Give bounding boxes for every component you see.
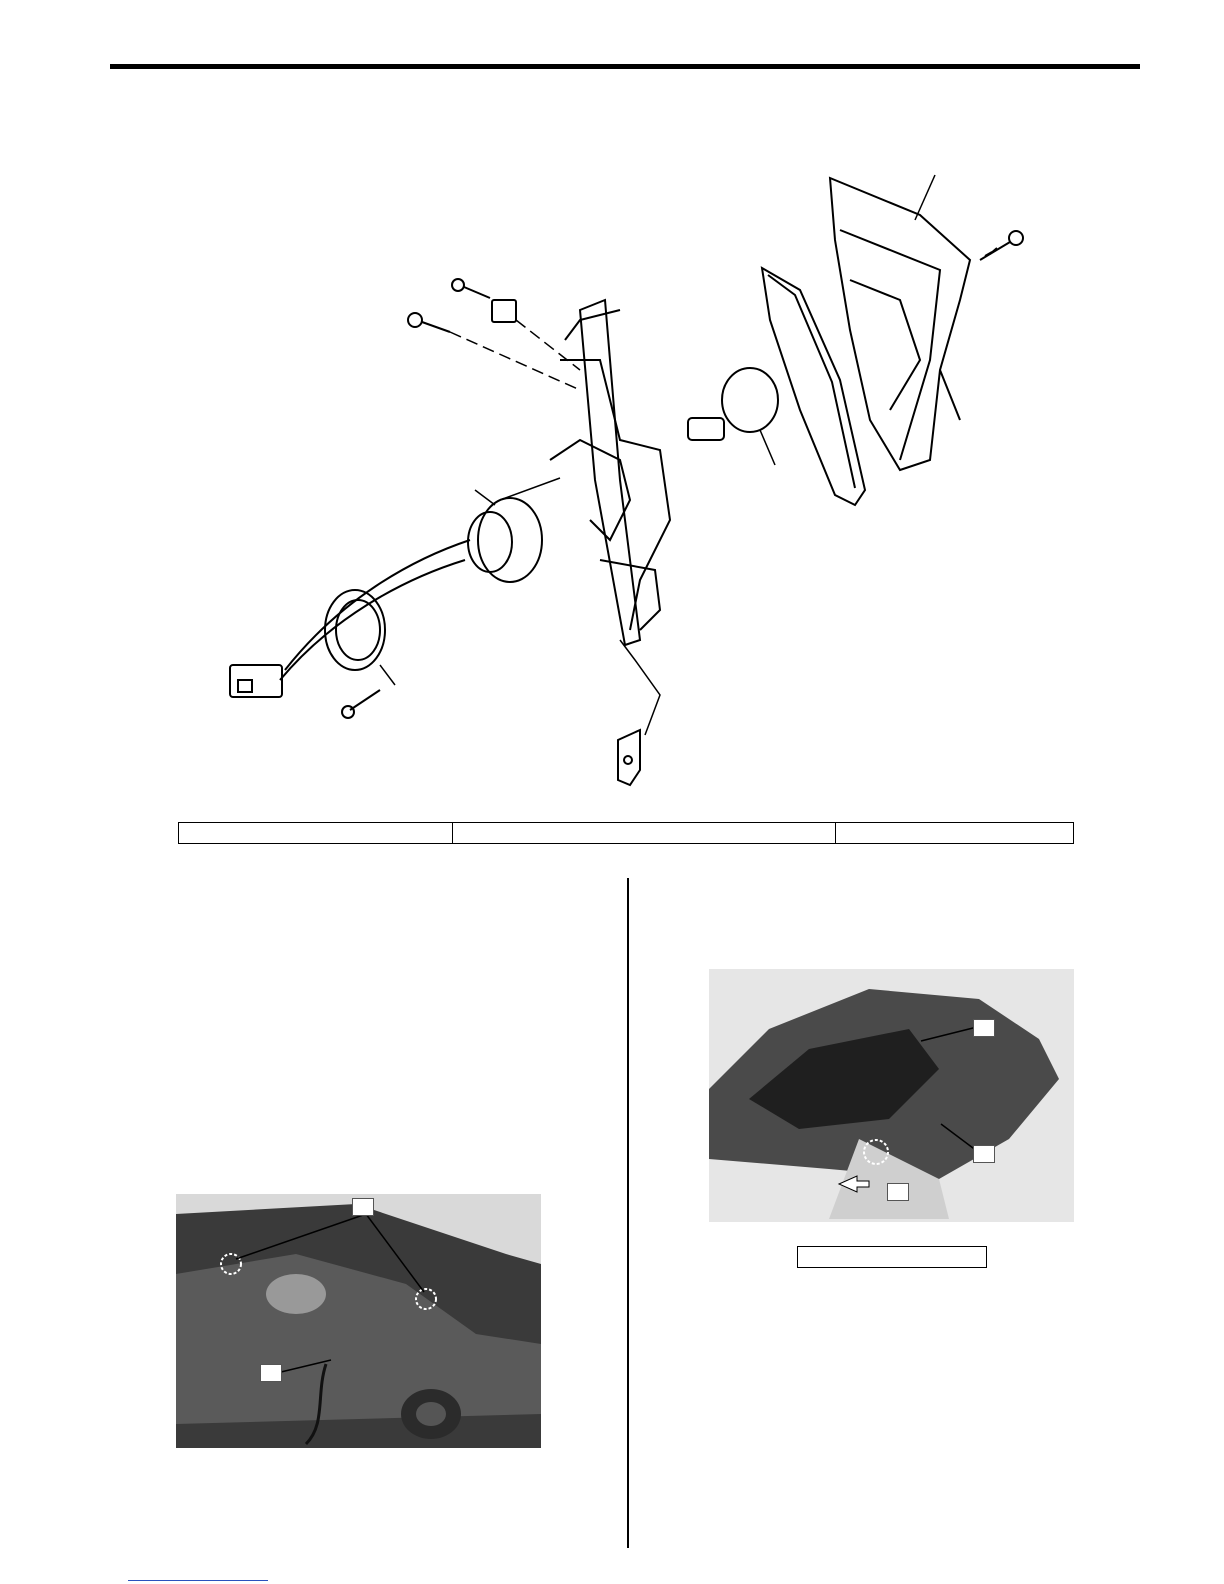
photo-caption-box bbox=[797, 1246, 987, 1268]
clip-nut bbox=[492, 300, 580, 370]
photo-left-callout-1 bbox=[352, 1198, 374, 1216]
screw-top-mid bbox=[452, 279, 490, 298]
column-divider bbox=[627, 878, 629, 1548]
lens-gasket bbox=[762, 268, 865, 505]
exploded-diagram bbox=[200, 160, 1060, 810]
photo-right-callout-2 bbox=[973, 1145, 995, 1163]
spec-cell-3 bbox=[836, 823, 1073, 843]
clip-bracket bbox=[618, 640, 660, 785]
screw-bottom bbox=[342, 690, 380, 718]
footer-link[interactable] bbox=[128, 1580, 268, 1581]
grommet bbox=[325, 590, 395, 685]
photo-right-callout-1 bbox=[973, 1019, 995, 1037]
spec-cell-2 bbox=[453, 823, 836, 843]
spec-cell-1 bbox=[179, 823, 453, 843]
photo-left-image bbox=[176, 1194, 541, 1448]
header-rule bbox=[110, 64, 1140, 69]
bulb bbox=[688, 368, 778, 465]
screw-top-left bbox=[408, 313, 580, 390]
bracket-housing bbox=[550, 300, 670, 645]
bulb-socket bbox=[468, 478, 560, 582]
spec-table bbox=[178, 822, 1074, 844]
screw-right bbox=[980, 231, 1023, 260]
photo-left bbox=[176, 1194, 541, 1448]
wire-connector bbox=[230, 540, 470, 697]
photo-left-callout-2 bbox=[260, 1364, 282, 1382]
photo-right-callout-3 bbox=[887, 1183, 909, 1201]
photo-right bbox=[709, 969, 1074, 1222]
